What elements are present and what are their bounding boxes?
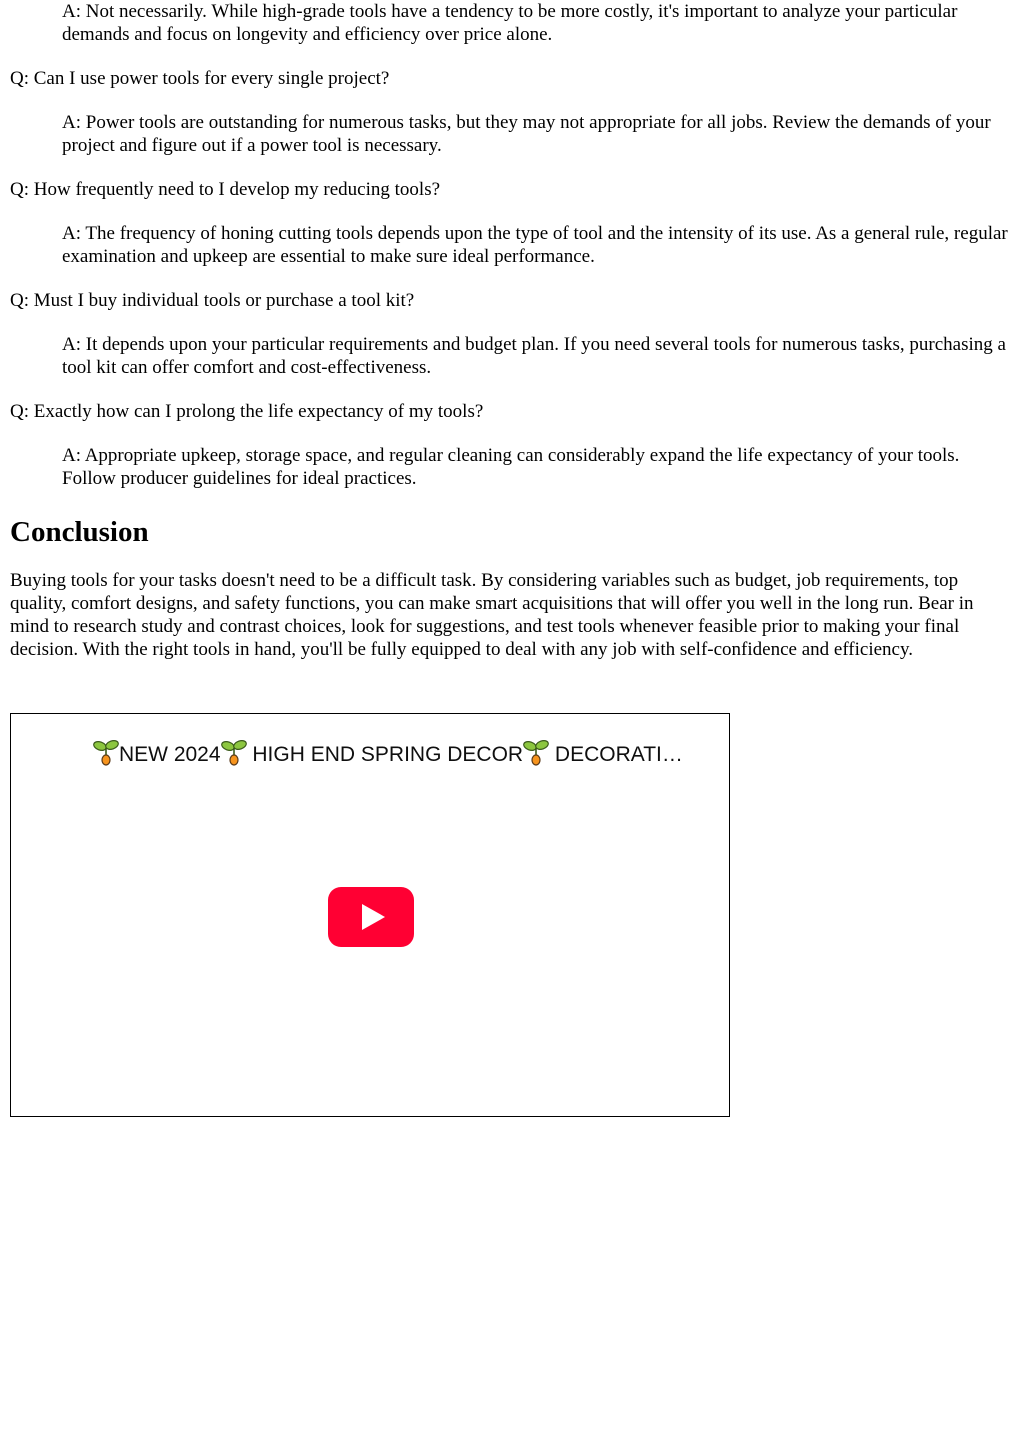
video-title[interactable] bbox=[93, 738, 713, 772]
faq-question: Q: Must I buy individual tools or purchase a tool kit? bbox=[10, 290, 415, 311]
faq-list bbox=[10, 0, 1010, 490]
sprout-icon bbox=[523, 738, 549, 766]
faq-question: Q: Can I use power tools for every single project? bbox=[10, 68, 390, 89]
faq-answer: A: Not necessarily. While high-grade tools have a tendency to be more costly, it's important to analyze your particular demands and focus on longevity and efficiency over price alone. bbox=[62, 1, 958, 45]
article-body bbox=[10, 0, 1010, 661]
video-title-part: DECORATI… bbox=[549, 743, 683, 766]
faq-answer: A: Power tools are outstanding for numerous tasks, but they may not appropriate for all jobs. Review the demands of your project and figure out if a power tool is necessary. bbox=[62, 112, 991, 156]
video-title-part: NEW 2024 bbox=[119, 743, 221, 766]
faq-answer: A: The frequency of honing cutting tools depends upon the type of tool and the intensity of its use. As a general rule, regular examination and upkeep are essential to make sure ideal performance. bbox=[62, 223, 1008, 267]
sprout-icon bbox=[221, 738, 247, 766]
faq-question: Q: Exactly how can I prolong the life expectancy of my tools? bbox=[10, 401, 484, 422]
video-title-part: HIGH END SPRING DECOR bbox=[246, 743, 524, 766]
conclusion-heading: Conclusion bbox=[10, 516, 149, 548]
faq-answer: A: It depends upon your particular requirements and budget plan. If you need several tools for numerous tasks, purchasing a tool kit can offer comfort and cost-effectiveness. bbox=[62, 334, 1006, 378]
youtube-video-embed[interactable] bbox=[10, 713, 730, 1117]
conclusion-paragraph: Buying tools for your tasks doesn't need to be a difficult task. By considering variables such as budget, job requirements, top quality, comfort designs, and safety functions, you can make smart acquisitions that will offer you well in the long run. Bear in mind to research study and contrast choices, look for suggestions, and test tools whenever feasible prior to making your final decision. With the right tools in hand, you'll be fully equipped to deal with any job with self-confidence and efficiency. bbox=[10, 570, 974, 660]
play-icon[interactable] bbox=[328, 887, 414, 947]
faq-question: Q: How frequently need to I develop my reducing tools? bbox=[10, 179, 441, 200]
sprout-icon bbox=[93, 738, 119, 766]
faq-answer: A: Appropriate upkeep, storage space, and regular cleaning can considerably expand the life expectancy of your tools. Follow producer guidelines for ideal practices. bbox=[62, 445, 960, 489]
